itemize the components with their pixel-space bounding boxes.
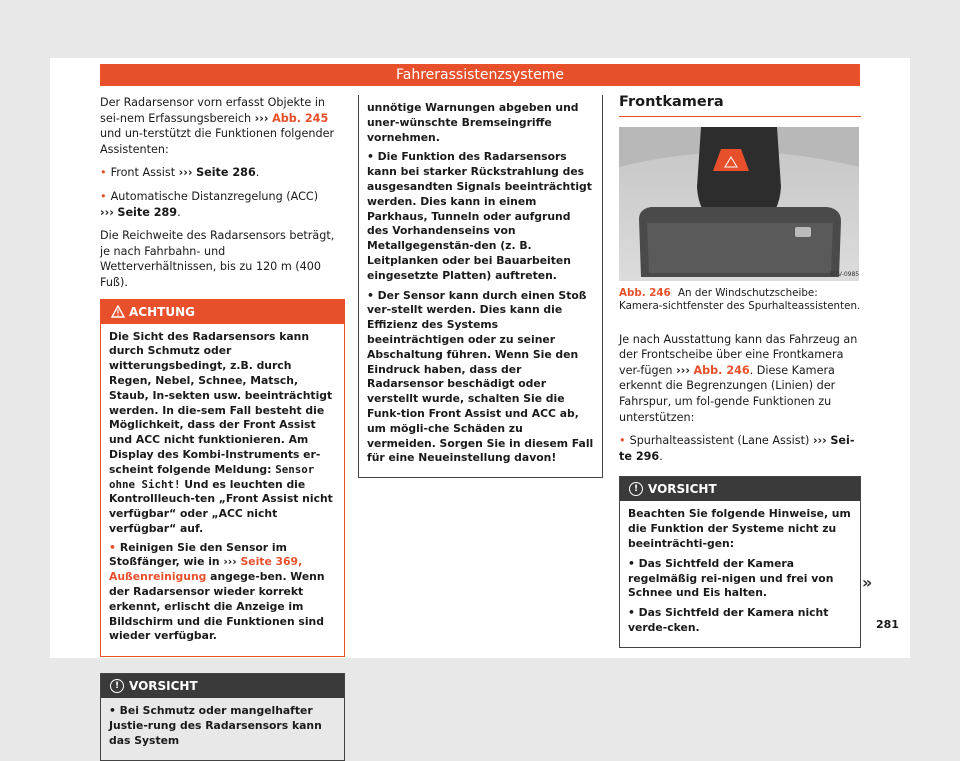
column-left: [100, 95, 345, 761]
display-message: Sensor ohne Sicht!: [109, 462, 315, 491]
page-number: 281: [876, 618, 899, 631]
bullet-icon: •: [367, 150, 378, 164]
page-link-289[interactable]: Seite 289: [117, 205, 178, 219]
warning-triangle-icon: [111, 305, 125, 318]
camera-figure: [619, 127, 859, 281]
list-item: • Der Sensor kann durch einen Stoß ver-stellt werden. Dies kann die Effizienz des Systems beeinträchtigen oder zu seiner Abschaltung führen. Wenn Sie den Eindruck haben, dass der Radarsensor beschädigt oder verstellt wurde, schalten Sie die Funk-tion Front Assist und ACC ab, um mögli-che Schäden zu vermeiden. Sorgen Sie in diesem Fall für eine Neueinstellung davon!: [367, 288, 594, 465]
image-code: B7V-0985: [830, 270, 859, 278]
list-item: • Reinigen Sie den Sensor im Stoßfänger, wie in ››› Seite 369, Außenreinigung angege-ben. Wenn der Radarsensor wieder korrekt erkennt, erlischt die Anzeige im Bildschirm und die Funktionen sind wieder verfügbar.: [109, 540, 325, 643]
continue-arrow-icon: »: [862, 573, 873, 592]
info-circle-icon: !: [629, 482, 643, 496]
info-circle-icon: !: [110, 679, 124, 693]
section-title: Frontkamera: [619, 95, 861, 117]
warning-body: Die Sicht des Radarsensors kann durch Schmutz oder witterungsbedingt, z.B. durch Regen, Nebel, Schnee, Matsch, Staub, In-sekten usw. beeinträchtigt werden. In die-sem Fall besteht die Möglichkeit, dass der Front Assist und ACC nicht funktionieren. Am Display des Kombi-Instruments er-scheint folgende Meldung: Sensor ohne Sicht! Und es leuchten die Kontrollleuch-ten „Front Assist nicht verfügbar“ oder „ACC nicht verfügbar“ auf. • Reinigen Sie den Sensor im Stoßfänger, wie in ››› Seite 369, Außenreinigung angege-ben. Wenn der Radarsensor wieder korrekt erkennt, erlischt die Anzeige im Bildschirm und die Funktionen sind wieder verfügbar.: [101, 324, 344, 657]
figure-caption: Abb. 246 An der Windschutzscheibe: Kamera-sichtfenster des Spurhalteassistenten.: [619, 286, 861, 313]
caution-body: Beachten Sie folgende Hinweise, um die Funktion der Systeme nicht zu beeinträchti-gen: • Das Sichtfeld der Kamera regelmäßig rei-nigen und frei von Schnee und Eis halten. • Das Sichtfeld der Kamera nicht verde-cken.: [628, 507, 851, 634]
list-item: • Das Sichtfeld der Kamera nicht verde-cken.: [628, 606, 829, 634]
caution-box: [100, 673, 345, 760]
bullet-icon: •: [367, 288, 378, 302]
bullet-icon: •: [619, 434, 626, 448]
figure-link-246[interactable]: Abb. 246: [693, 363, 750, 377]
bullet-icon: •: [628, 556, 639, 570]
windshield-camera-illustration: [619, 127, 859, 281]
page-link-296[interactable]: Sei-te 296: [619, 434, 855, 463]
caution-box-continued: [358, 95, 603, 478]
figure-link-245[interactable]: Abb. 245: [272, 111, 329, 125]
column-right: [619, 95, 861, 648]
list-item: • Front Assist ››› Seite 286.: [100, 166, 260, 180]
caution-box: [619, 476, 861, 647]
warning-box: [100, 299, 345, 658]
warning-header: ACHTUNG: [101, 300, 344, 324]
list-item: • Die Funktion des Radarsensors kann bei starker Rückstrahlung des ausgesandten Signals beeinträchtigt werden. Dies kann in einem Parkhaus, Tunneln oder aufgrund des Vorhandenseins von Metallgegenstän-den (z. B. Leitplanken oder bei Bauarbeiten eingesetzte Platten) auftreten.: [367, 150, 592, 282]
bullet-icon: •: [109, 704, 120, 718]
list-item: • Spurhalteassistent (Lane Assist) ››› Sei-te 296.: [619, 434, 855, 463]
bullet-icon: •: [109, 540, 116, 554]
caution-body: [101, 698, 344, 759]
list-item: • Bei Schmutz oder mangelhafter Justie-rung des Radarsensors kann das System: [109, 704, 322, 747]
caution-header: ! VORSICHT: [101, 674, 344, 698]
caution-body: unnötige Warnungen abgeben und uner-wünschte Bremseingriffe vornehmen. • Die Funktion des Radarsensors kann bei starker Rückstrahlung des ausgesandten Signals beeinträchtigt werden. Dies kann in einem Parkhaus, Tunneln oder aufgrund des Vorhandenseins von Metallgegenstän-den (z. B. Leitplanken oder bei Bauarbeiten eingesetzte Platten) auftreten. • Der Sensor kann durch einen Stoß ver-stellt werden. Dies kann die Effizienz des Systems beeinträchtigen oder zu seiner Abschaltung führen. Wenn Sie den Eindruck haben, dass der Radarsensor beschädigt oder verstellt wurde, schalten Sie die Funk-tion Front Assist und ACC ab, um mögli-che Schäden zu vermeiden. Sorgen Sie in diesem Fall für eine Neueinstellung davon!: [367, 101, 594, 465]
column-middle: [358, 95, 603, 478]
figure-label: Abb. 246: [619, 286, 671, 299]
page-link-286[interactable]: Seite 286: [196, 166, 256, 180]
page-link-369[interactable]: Seite 369, Außenreinigung: [109, 555, 303, 584]
bullet-icon: •: [100, 166, 107, 180]
range-paragraph: Die Reichweite des Radarsensors beträgt, je nach Fahrbahn- und Wetterverhältnissen, bis zu 120 m (400 Fuß).: [100, 229, 335, 289]
camera-paragraph: Je nach Ausstattung kann das Fahrzeug an der Frontscheibe über eine Frontkamera ver-fügen ››› Abb. 246. Diese Kamera erkennt die Begrenzungen (Linien) der Fahrspur, um fol-gende Funktionen zu unterstützen:: [619, 332, 858, 424]
intro-paragraph: Der Radarsensor vorn erfasst Objekte in sei-nem Erfassungsbereich ››› Abb. 245 und un-terstützt die Funktionen folgender Assistenten:: [100, 96, 335, 156]
bullet-icon: •: [628, 606, 639, 620]
list-item: • Automatische Distanzregelung (ACC) ››› Seite 289.: [100, 189, 319, 219]
bullet-icon: •: [100, 189, 107, 203]
chapter-header: Fahrerassistenzsysteme: [100, 64, 860, 86]
list-item: • Das Sichtfeld der Kamera regelmäßig rei-nigen und frei von Schnee und Eis halten.: [628, 556, 834, 600]
caution-header: ! VORSICHT: [620, 477, 860, 501]
